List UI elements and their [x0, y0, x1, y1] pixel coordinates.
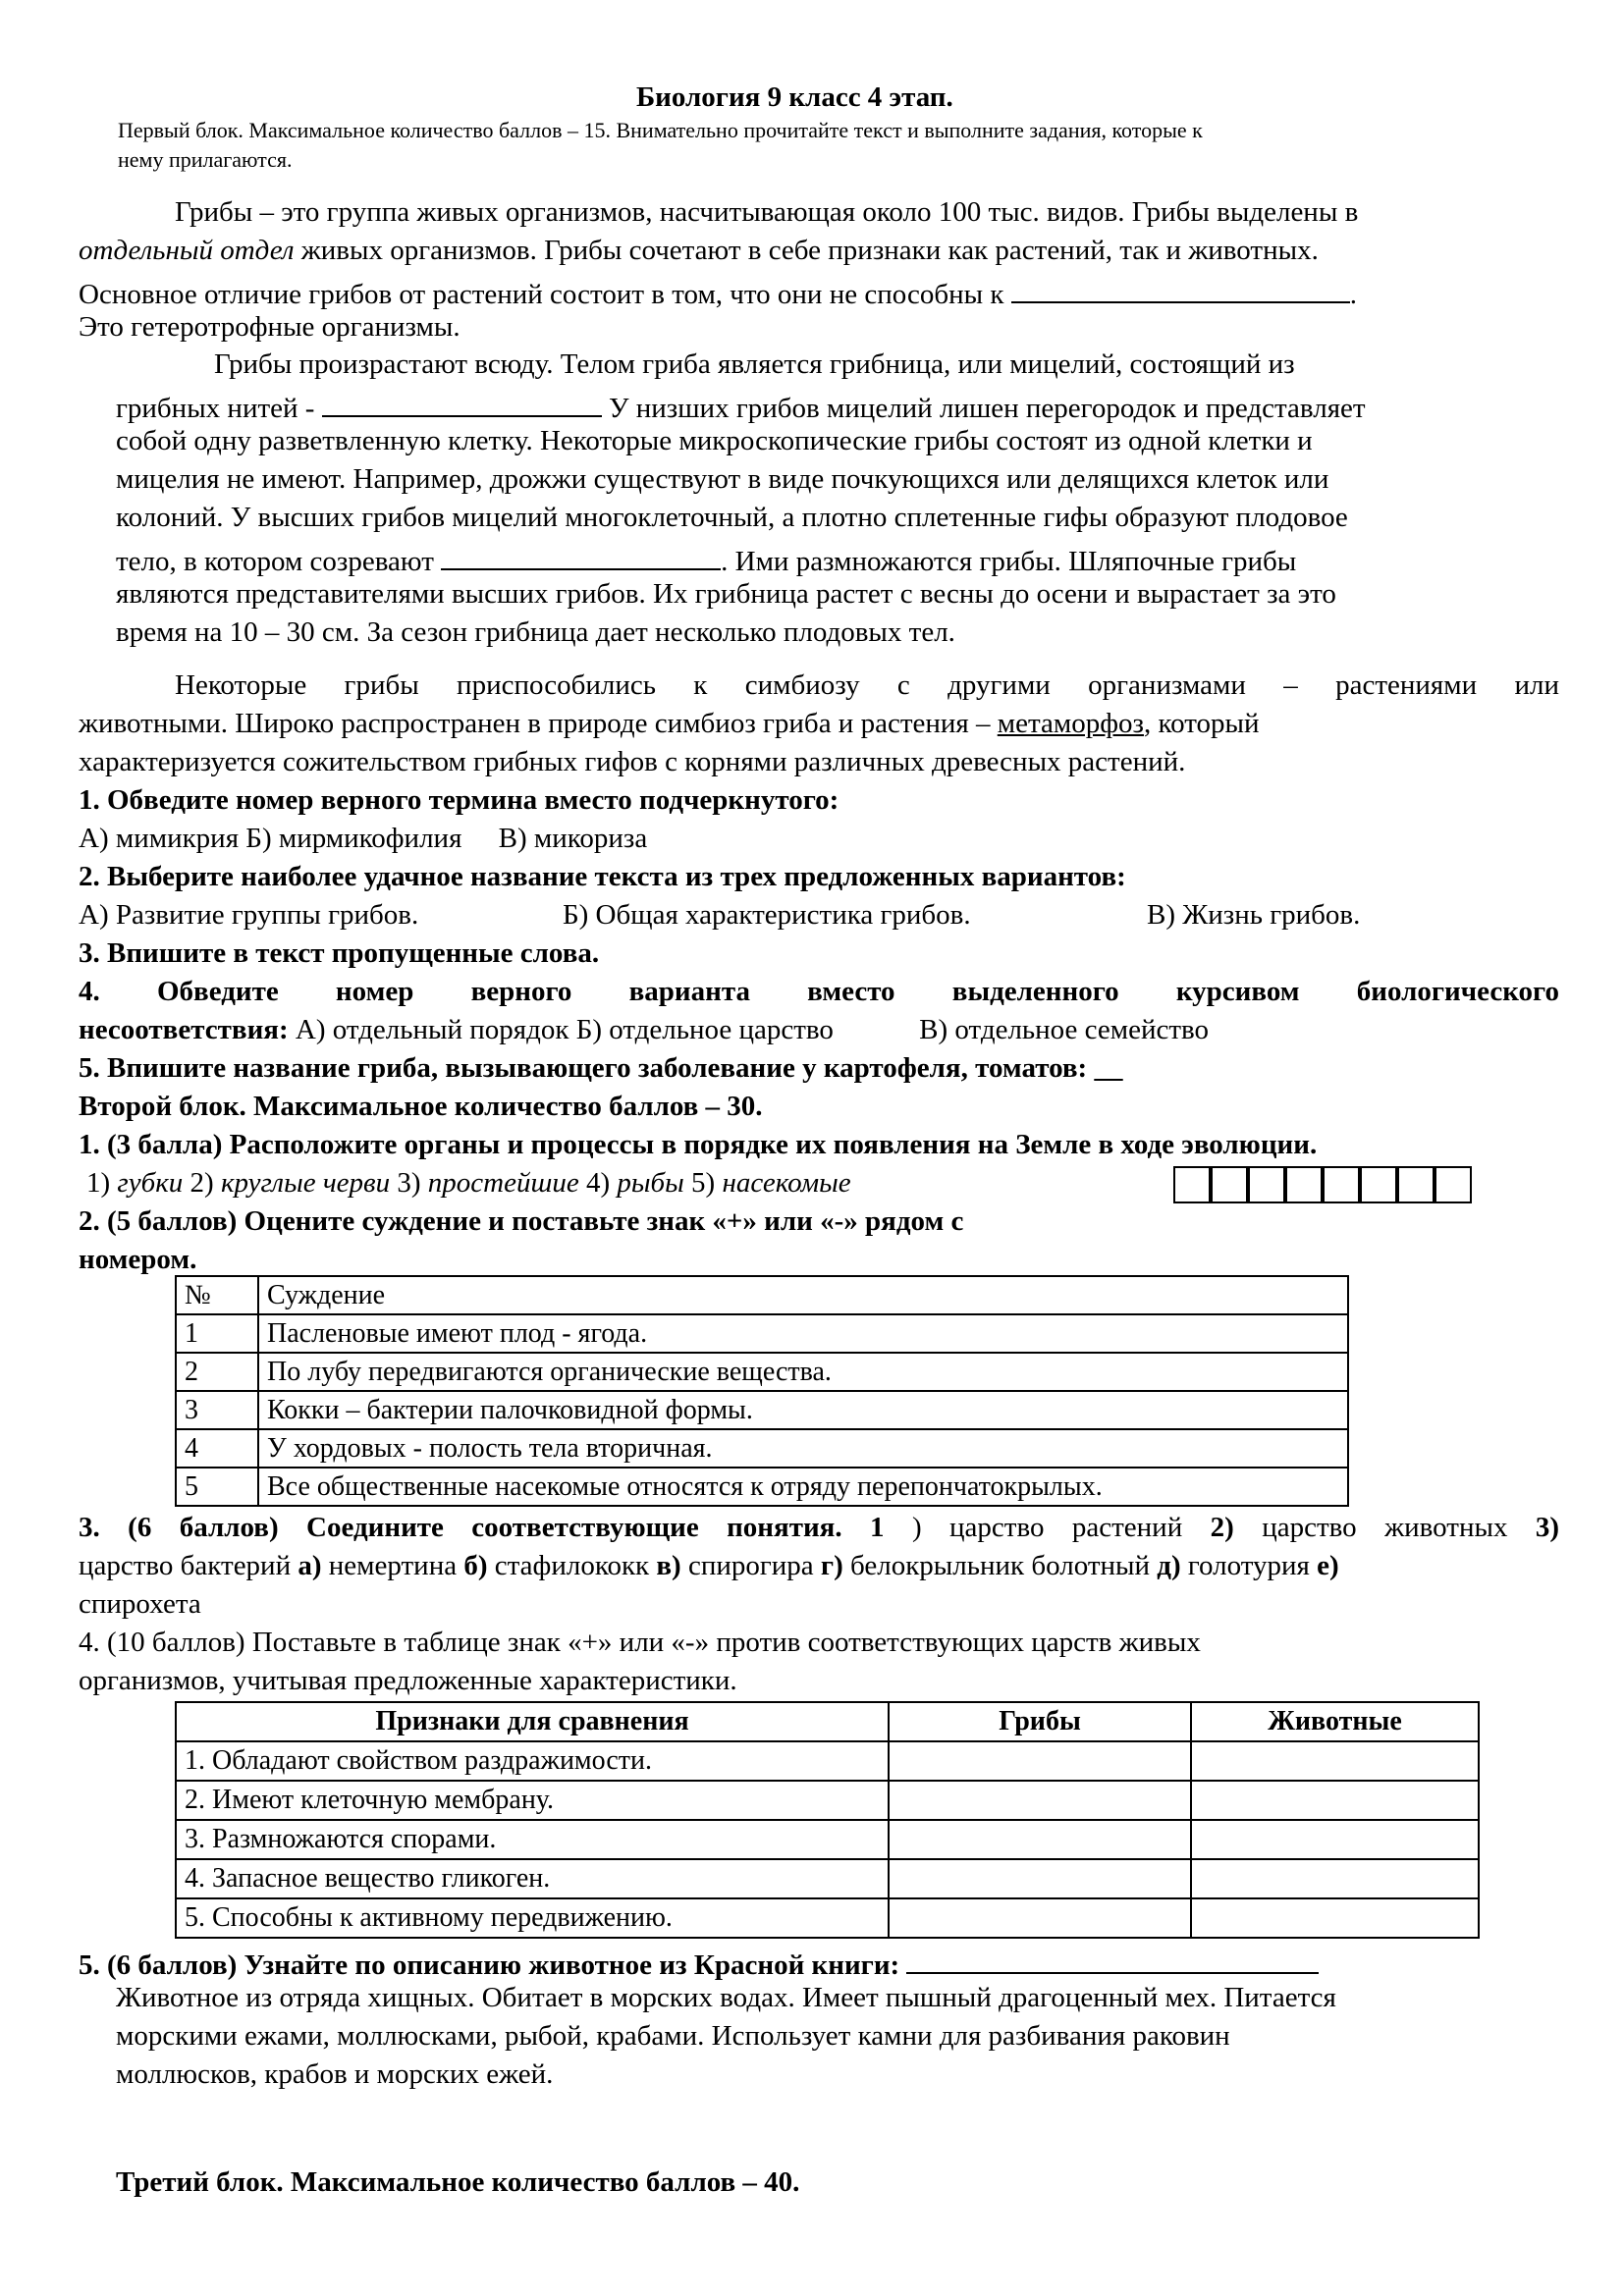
q2-option-a: А) Развитие группы грибов.: [79, 899, 419, 931]
animals-answer-cell[interactable]: [1191, 1781, 1479, 1820]
question-2: 2. Выберите наиболее удачное название текста из трех предложенных вариантов:: [79, 861, 1126, 892]
t3-num-2: 2): [1210, 1512, 1234, 1543]
animals-answer-cell[interactable]: [1191, 1859, 1479, 1898]
question-4-line1: 4. Обведите номер верного варианта вместо выделенного курсивом биологического: [79, 976, 1559, 1007]
p1-line2-rest: живых организмов. Грибы сочетают в себе признаки как растений, так и животных.: [300, 235, 1319, 266]
p2-line7: являются представителями высших грибов. Их грибница растет с весны до осени и вырастает за это: [116, 578, 1336, 610]
answer-box-1[interactable]: [1173, 1166, 1211, 1203]
task-2-line2: номером.: [79, 1244, 197, 1275]
t3-label: 3. (6 баллов) Соедините соответствующие понятия. 1: [79, 1512, 885, 1543]
p1-line3: [79, 273, 1357, 311]
p2-line2b: У низших грибов мицелий лишен перегородок и представляет: [608, 393, 1366, 424]
p2-line6b: . Ими размножаются грибы. Шляпочные грибы: [721, 546, 1297, 577]
task-4-line1: 4. (10 баллов) Поставьте в таблице знак «+» или «-» против соответствующих царств живых: [79, 1627, 1201, 1658]
judgement-table: [175, 1275, 1349, 1507]
italic-term: отдельный отдел: [79, 235, 295, 266]
t3-kingdom-bacteria: царство бактерий: [79, 1550, 292, 1581]
fungi-answer-cell[interactable]: [889, 1859, 1191, 1898]
task-4-line2: организмов, учитывая предложенные характеристики.: [79, 1665, 737, 1696]
task-2-line1: 2. (5 баллов) Оцените суждение и поставьте знак «+» или «-» рядом с: [79, 1205, 964, 1237]
p1-line3-text: Основное отличие грибов от растений состоит в том, что они не способны к: [79, 279, 1004, 310]
t3-item-v: спирогира: [687, 1550, 814, 1581]
judgement-text: Кокки – бактерии палочковидной формы.: [258, 1391, 1348, 1429]
judgement-num[interactable]: 1: [176, 1314, 258, 1353]
block3-heading: Третий блок. Максимальное количество баллов – 40.: [116, 2166, 800, 2198]
judgement-text: Пасленовые имеют плод - ягода.: [258, 1314, 1348, 1353]
task-5-desc2: морскими ежами, моллюсками, рыбой, крабами. Использует камни для разбивания раковин: [116, 2020, 1230, 2052]
t3-num-3: 3): [1535, 1512, 1560, 1543]
judgement-num[interactable]: 2: [176, 1353, 258, 1391]
t1-opt2: круглые черви: [220, 1167, 391, 1199]
answer-box-5[interactable]: [1323, 1166, 1360, 1203]
task-5: [79, 1944, 1319, 1982]
fungi-answer-cell[interactable]: [889, 1820, 1191, 1859]
block1-intro-line2: нему прилагаются.: [118, 147, 293, 172]
question-4-line2: [79, 1014, 1209, 1046]
t3-kingdom-animals: царство животных: [1262, 1512, 1508, 1543]
q2-option-b: Б) Общая характеристика грибов.: [563, 899, 971, 931]
t3-letter-v: в): [656, 1550, 681, 1581]
animals-answer-cell[interactable]: [1191, 1741, 1479, 1781]
comparison-feature: 2. Имеют клеточную мембрану.: [176, 1781, 889, 1820]
answer-box-7[interactable]: [1397, 1166, 1435, 1203]
fungi-answer-cell[interactable]: [889, 1898, 1191, 1938]
q2-option-v: В) Жизнь грибов.: [1147, 899, 1361, 931]
p1-line1: Грибы – это группа живых организмов, насчитывающая около 100 тыс. видов. Грибы выделены в: [175, 196, 1359, 228]
comparison-header-features: Признаки для сравнения: [176, 1702, 889, 1741]
p1-line3-end: .: [1349, 279, 1357, 310]
p2-line6a: тело, в котором созревают: [116, 546, 434, 577]
p3-line2b: , который: [1143, 708, 1260, 739]
answer-box-3[interactable]: [1248, 1166, 1285, 1203]
t3-item-a: немертина: [328, 1550, 458, 1581]
answer-blank-animal[interactable]: [906, 1944, 1319, 1974]
q1-option-ab: А) мимикрия Б) мирмикофилия: [79, 823, 462, 854]
p1-line2: [79, 235, 1319, 267]
answer-blank-3[interactable]: [441, 540, 721, 570]
t1-n4: 4): [586, 1167, 611, 1199]
q4-label: несоответствия:: [79, 1014, 289, 1045]
answer-blank-1[interactable]: [1011, 273, 1350, 303]
q4-option-ab: А) отдельный порядок Б) отдельное царство: [295, 1014, 834, 1045]
fungi-answer-cell[interactable]: [889, 1741, 1191, 1781]
t1-n5: 5): [691, 1167, 716, 1199]
t1-n2: 2): [189, 1167, 214, 1199]
question-1: 1. Обведите номер верного термина вместо подчеркнутого:: [79, 784, 839, 816]
answer-box-6[interactable]: [1360, 1166, 1397, 1203]
task-5-desc1: Животное из отряда хищных. Обитает в морских водах. Имеет пышный драгоценный мех. Питается: [116, 1982, 1336, 2013]
comparison-header-animals: Животные: [1191, 1702, 1479, 1741]
p2-line6: [116, 540, 1296, 578]
comparison-feature: 4. Запасное вещество гликоген.: [176, 1859, 889, 1898]
task-3-line2: [79, 1550, 1339, 1582]
judgement-num[interactable]: 5: [176, 1468, 258, 1506]
p1-line4: Это гетеротрофные организмы.: [79, 311, 460, 343]
judgement-text: По лубу передвигаются органические вещества.: [258, 1353, 1348, 1391]
block1-intro-line1: Первый блок. Максимальное количество баллов – 15. Внимательно прочитайте текст и выполните задания, которые к: [118, 118, 1203, 142]
fungi-answer-cell[interactable]: [889, 1781, 1191, 1820]
t3-item-b: стафилококк: [494, 1550, 650, 1581]
t3-letter-d: д): [1157, 1550, 1181, 1581]
task-5-label: 5. (6 баллов) Узнайте по описанию животное из Красной книги:: [79, 1949, 900, 1981]
question-1-options: [79, 823, 647, 855]
t3-letter-b: б): [463, 1550, 488, 1581]
t3-item-g: белокрыльник болотный: [850, 1550, 1151, 1581]
q4-option-v: В) отдельное семейство: [919, 1014, 1210, 1045]
comparison-header-fungi: Грибы: [889, 1702, 1191, 1741]
block2-heading: Второй блок. Максимальное количество баллов – 30.: [79, 1091, 763, 1122]
t1-opt1: губки: [117, 1167, 184, 1199]
answer-blank-2[interactable]: [322, 387, 602, 417]
p3-line2: [79, 708, 1260, 740]
question-3: 3. Впишите в текст пропущенные слова.: [79, 937, 600, 969]
comparison-feature: 5. Способны к активному передвижению.: [176, 1898, 889, 1938]
judgement-text: У хордовых - полость тела вторичная.: [258, 1429, 1348, 1468]
animals-answer-cell[interactable]: [1191, 1820, 1479, 1859]
judgement-num[interactable]: 4: [176, 1429, 258, 1468]
p2-line2: [116, 387, 1366, 425]
judgement-text: Все общественные насекомые относятся к отряду перепончатокрылых.: [258, 1468, 1348, 1506]
comparison-feature: 1. Обладают свойством раздражимости.: [176, 1741, 889, 1781]
underlined-term: метаморфоз: [997, 708, 1144, 739]
page-title: Биология 9 класс 4 этап.: [636, 81, 953, 113]
t1-opt4: рыбы: [617, 1167, 684, 1199]
t3-letter-e: е): [1317, 1550, 1339, 1581]
answer-box-2[interactable]: [1211, 1166, 1248, 1203]
q1-option-v: В) микориза: [498, 823, 648, 854]
t1-n1: 1): [86, 1167, 111, 1199]
animals-answer-cell[interactable]: [1191, 1898, 1479, 1938]
p3-line2a: животными. Широко распространен в природе симбиоз гриба и растения –: [79, 708, 991, 739]
task-1-options: [86, 1167, 851, 1200]
comparison-table: [175, 1701, 1480, 1939]
p2-line5: колоний. У высших грибов мицелий многоклеточный, а плотно сплетенные гифы образуют плодовое: [116, 502, 1348, 533]
t3-item-d: голотурия: [1187, 1550, 1310, 1581]
t3-kingdom-plants: ) царство растений: [911, 1512, 1183, 1543]
p2-line1: Грибы произрастают всюду. Телом гриба является грибница, или мицелий, состоящий из: [214, 348, 1295, 380]
p2-line3: собой одну разветвленную клетку. Некоторые микроскопические грибы состоят из одной клетки и: [116, 425, 1313, 456]
t1-opt5: насекомые: [722, 1167, 851, 1199]
task-3-line3: спирохета: [79, 1588, 201, 1620]
task-5-desc3: моллюсков, крабов и морских ежей.: [116, 2058, 554, 2090]
t3-letter-a: а): [298, 1550, 322, 1581]
task-1: 1. (3 балла) Расположите органы и процессы в порядке их появления на Земле в ходе эволюции.: [79, 1129, 1318, 1160]
p3-line3: характеризуется сожительством грибных гифов с корнями различных древесных растений.: [79, 746, 1186, 777]
p2-line8: время на 10 – 30 см. За сезон грибница дает несколько плодовых тел.: [116, 616, 955, 648]
judgement-table-header-num: №: [176, 1276, 258, 1314]
task-3-line1: [79, 1512, 1559, 1544]
t1-opt3: простейшие: [427, 1167, 579, 1199]
question-5: 5. Впишите название гриба, вызывающего заболевание у картофеля, томатов: __: [79, 1052, 1123, 1084]
p2-line2a: грибных нитей -: [116, 393, 315, 424]
t1-n3: 3): [397, 1167, 421, 1199]
comparison-feature: 3. Размножаются спорами.: [176, 1820, 889, 1859]
judgement-table-header-text: Суждение: [258, 1276, 1348, 1314]
answer-box-8[interactable]: [1435, 1166, 1472, 1203]
p2-line4: мицелия не имеют. Например, дрожжи существуют в виде почкующихся или делящихся клеток или: [116, 463, 1329, 495]
p3-line1: Некоторые грибы приспособились к симбиозу с другими организмами – растениями или: [175, 669, 1559, 701]
t3-letter-g: г): [820, 1550, 843, 1581]
answer-box-4[interactable]: [1285, 1166, 1323, 1203]
judgement-num[interactable]: 3: [176, 1391, 258, 1429]
